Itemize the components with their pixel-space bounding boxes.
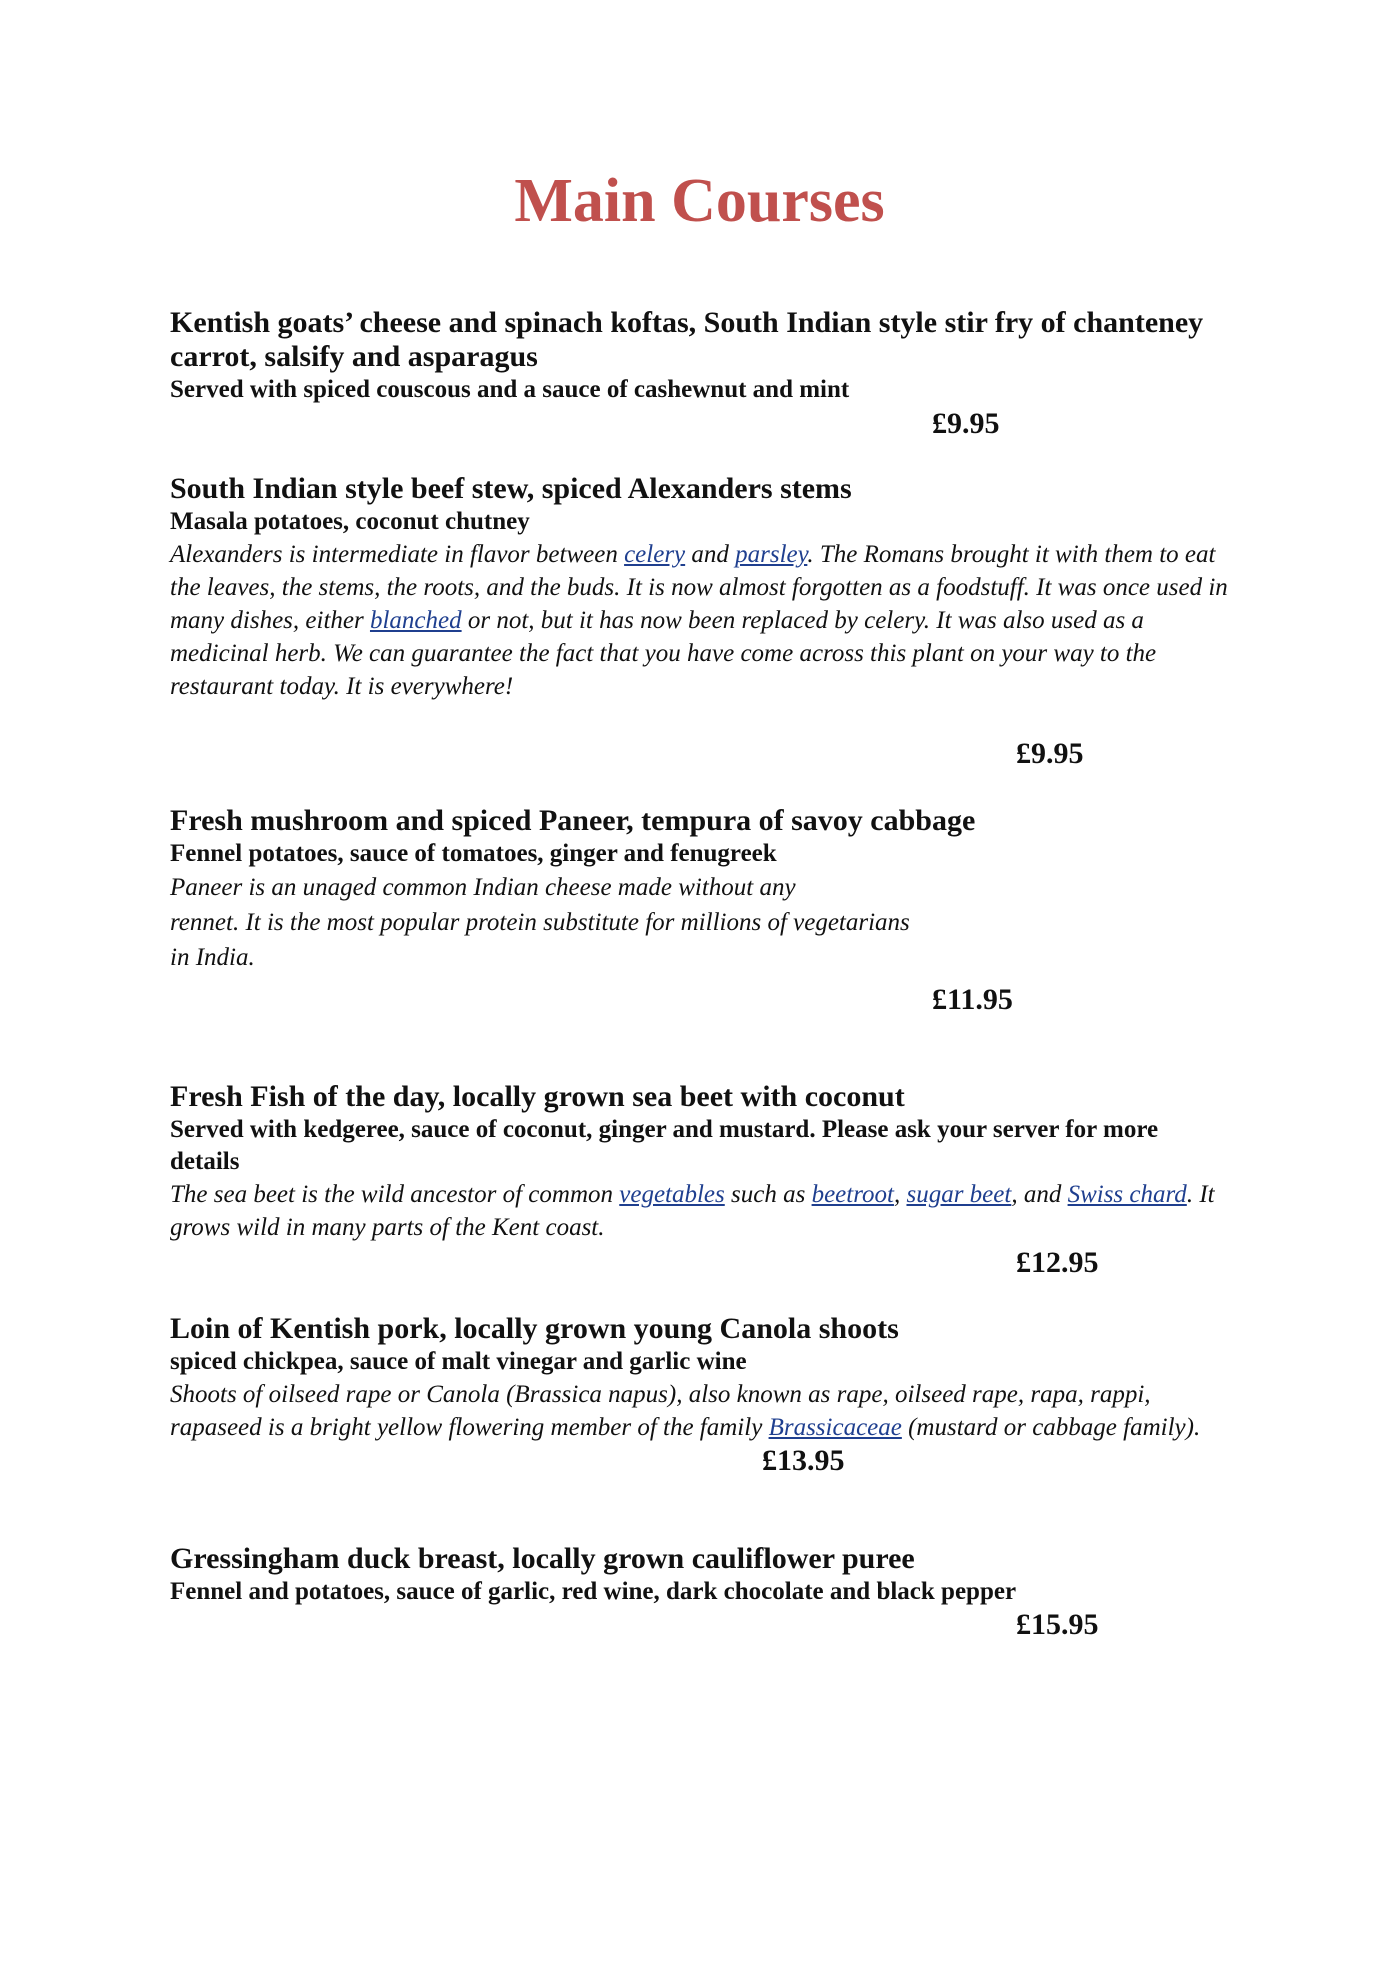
dish-name: Loin of Kentish pork, locally grown young Canola shoots: [170, 1312, 899, 1345]
menu-item-duck-breast: [170, 1542, 1230, 1608]
dish-name: Gressingham duck breast, locally grown cauliflower puree: [170, 1542, 915, 1575]
dish-price: £12.95: [1016, 1246, 1099, 1279]
dish-subtitle: Served with kedgeree, sauce of coconut, ginger and mustard. Please ask your server for more details: [170, 1116, 1159, 1175]
dish-subtitle: Masala potatoes, coconut chutney: [170, 508, 530, 535]
menu-item-fish-of-the-day: [170, 1080, 1230, 1244]
dish-subtitle: Fennel and potatoes, sauce of garlic, red wine, dark chocolate and black pepper: [170, 1578, 1017, 1605]
dish-description: Paneer is an unaged common Indian cheese made without any rennet. It is the most popular protein substitute for millions of vegetarians in India.: [170, 874, 910, 971]
menu-item-kentish-pork: [170, 1312, 1230, 1444]
page-title: Main Courses: [514, 167, 885, 235]
dish-description: Shoots of oilseed rape or Canola (Brassica napus), also known as rape, oilseed rape, rapa, rappi, rapaseed is a bright yellow flowering member of the family Brassicaceae (mustard or cabbage family).: [170, 1381, 1201, 1441]
dish-price: £15.95: [1016, 1608, 1099, 1641]
beetroot-link[interactable]: beetroot: [811, 1181, 894, 1208]
menu-item-beef-stew: [170, 472, 1230, 703]
dish-price: £9.95: [1016, 737, 1084, 770]
dish-price: £9.95: [932, 407, 1000, 440]
sugar-beet-link[interactable]: sugar beet: [906, 1181, 1012, 1208]
dish-description: The sea beet is the wild ancestor of common vegetables such as beetroot, sugar beet, and Swiss chard. It grows wild in many parts of the Kent coast.: [170, 1181, 1215, 1241]
swiss-chard-link[interactable]: Swiss chard: [1067, 1181, 1187, 1208]
dish-name: Fresh Fish of the day, locally grown sea beet with coconut: [170, 1080, 905, 1113]
dish-subtitle: Served with spiced couscous and a sauce of cashewnut and mint: [170, 376, 850, 403]
brassicaceae-link[interactable]: Brassicaceae: [768, 1414, 902, 1441]
dish-name: Kentish goats’ cheese and spinach koftas, South Indian style stir fry of chanteney carrot, salsify and asparagus: [170, 306, 1204, 373]
menu-item-goats-cheese-koftas: [170, 306, 1230, 406]
dish-name: Fresh mushroom and spiced Paneer, tempura of savoy cabbage: [170, 804, 976, 837]
blanched-link[interactable]: blanched: [369, 607, 462, 634]
dish-name: South Indian style beef stew, spiced Alexanders stems: [170, 472, 852, 505]
dish-subtitle: spiced chickpea, sauce of malt vinegar and garlic wine: [170, 1348, 747, 1375]
celery-link[interactable]: celery: [624, 541, 686, 568]
vegetables-link[interactable]: vegetables: [619, 1181, 725, 1208]
dish-description: Alexanders is intermediate in flavor between celery and parsley. The Romans brought it with them to eat the leaves, the stems, the roots, and the buds. It is now almost forgotten as a foodstuff. It was once used in many dishes, either blanched or not, but it has now been replaced by celery. It was also used as a medicinal herb. We can guarantee the fact that you have come across this plant on your way to the restaurant today. It is everywhere!: [170, 541, 1228, 700]
dish-price: £11.95: [932, 983, 1013, 1016]
dish-price: £13.95: [762, 1444, 845, 1477]
dish-subtitle: Fennel potatoes, sauce of tomatoes, ginger and fenugreek: [170, 840, 777, 867]
menu-item-mushroom-paneer: [170, 804, 1230, 975]
parsley-link[interactable]: parsley: [735, 541, 808, 568]
